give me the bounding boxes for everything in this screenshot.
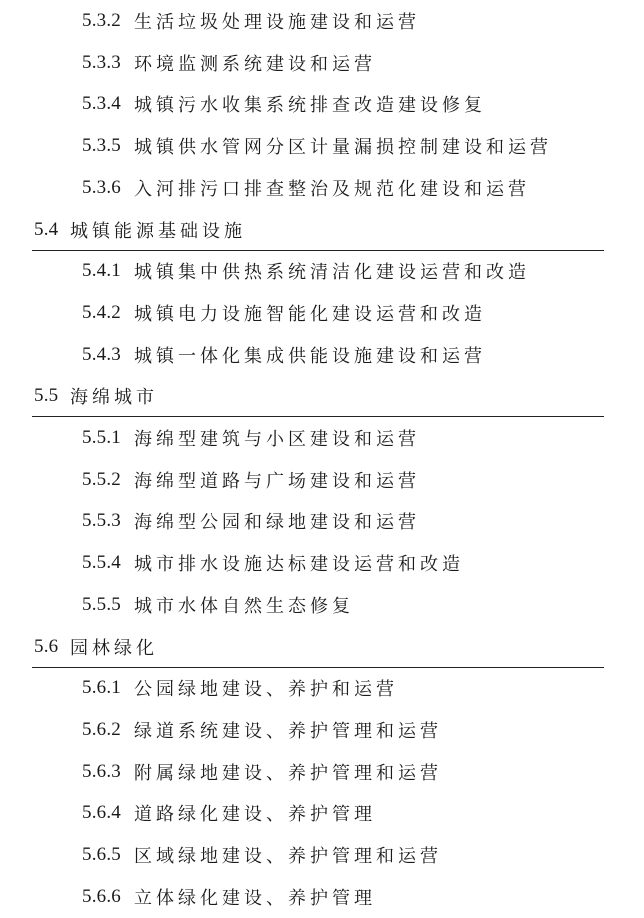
entry-title: 入河排污口排查整治及规范化建设和运营 — [134, 178, 530, 200]
entry-number: 5.5.3 — [82, 510, 121, 532]
entry-title: 绿道系统建设、养护管理和运营 — [134, 720, 442, 742]
entry-number: 5.3.6 — [82, 176, 121, 198]
entry-number: 5.5.1 — [82, 427, 121, 448]
toc-entry — [0, 250, 644, 292]
toc-entry — [0, 83, 644, 125]
toc-entry — [0, 709, 644, 751]
entry-number: 5.3.2 — [82, 10, 121, 31]
toc-entry — [0, 500, 644, 542]
toc-entry — [0, 834, 644, 876]
entry-title: 海绵型公园和绿地建设和运营 — [134, 512, 420, 534]
toc-entry — [0, 751, 644, 793]
entry-number: 5.3.4 — [82, 93, 121, 115]
toc-entry — [0, 459, 644, 501]
entry-number: 5.6.3 — [82, 760, 121, 782]
section-heading — [0, 626, 644, 668]
entry-number: 5.3.3 — [82, 51, 121, 73]
section-title: 海绵城市 — [70, 387, 158, 409]
toc-entry — [0, 167, 644, 209]
entry-number: 5.3.5 — [82, 135, 121, 157]
entry-title: 环境监测系统建设和运营 — [134, 53, 376, 75]
entry-title: 城市排水设施达标建设运营和改造 — [134, 554, 464, 576]
section-number: 5.4 — [34, 218, 59, 240]
entry-number: 5.4.3 — [82, 343, 121, 365]
toc-entry — [0, 876, 644, 918]
toc-entry — [0, 792, 644, 834]
entry-title: 海绵型道路与广场建设和运营 — [134, 470, 420, 492]
entry-title: 城市水体自然生态修复 — [134, 595, 354, 617]
toc-entry — [0, 584, 644, 626]
toc-entry — [0, 42, 644, 84]
entry-title: 城镇供水管网分区计量漏损控制建设和运营 — [134, 137, 552, 159]
entry-title: 城镇电力设施智能化建设运营和改造 — [134, 303, 486, 325]
toc-entry — [0, 417, 644, 459]
section-title: 园林绿化 — [70, 637, 158, 659]
toc-entry — [0, 667, 644, 709]
entry-number: 5.6.2 — [82, 718, 121, 740]
entry-title: 区域绿地建设、养护管理和运营 — [134, 846, 442, 867]
section-title: 城镇能源基础设施 — [70, 220, 246, 242]
entry-number: 5.4.1 — [82, 260, 121, 282]
entry-title: 城镇集中供热系统清洁化建设运营和改造 — [134, 262, 530, 284]
entry-number: 5.5.2 — [82, 468, 121, 490]
entry-number: 5.5.4 — [82, 552, 121, 574]
entry-title: 道路绿化建设、养护管理 — [134, 804, 376, 826]
entry-number: 5.5.5 — [82, 593, 121, 615]
entry-title: 立体绿化建设、养护管理 — [134, 887, 376, 909]
entry-title: 附属绿地建设、养护管理和运营 — [134, 762, 442, 784]
toc-entry — [0, 0, 644, 42]
entry-title: 城镇污水收集系统排查改造建设修复 — [134, 95, 486, 117]
entry-number: 5.6.1 — [82, 677, 121, 699]
section-number: 5.5 — [34, 385, 59, 407]
entry-title: 海绵型建筑与小区建设和运营 — [134, 429, 420, 450]
section-heading — [0, 209, 644, 251]
toc-entry — [0, 292, 644, 334]
toc-entry — [0, 542, 644, 584]
entry-title: 生活垃圾处理设施建设和运营 — [134, 12, 420, 33]
entry-number: 5.6.6 — [82, 885, 121, 907]
toc-entry — [0, 125, 644, 167]
section-heading — [0, 375, 644, 417]
section-number: 5.6 — [34, 635, 59, 657]
entry-number: 5.4.2 — [82, 301, 121, 323]
entry-title: 公园绿地建设、养护和运营 — [134, 679, 398, 701]
entry-title: 城镇一体化集成供能设施建设和运营 — [134, 345, 486, 367]
entry-number: 5.6.4 — [82, 802, 121, 824]
entry-number: 5.6.5 — [82, 844, 121, 865]
toc-entry — [0, 334, 644, 376]
